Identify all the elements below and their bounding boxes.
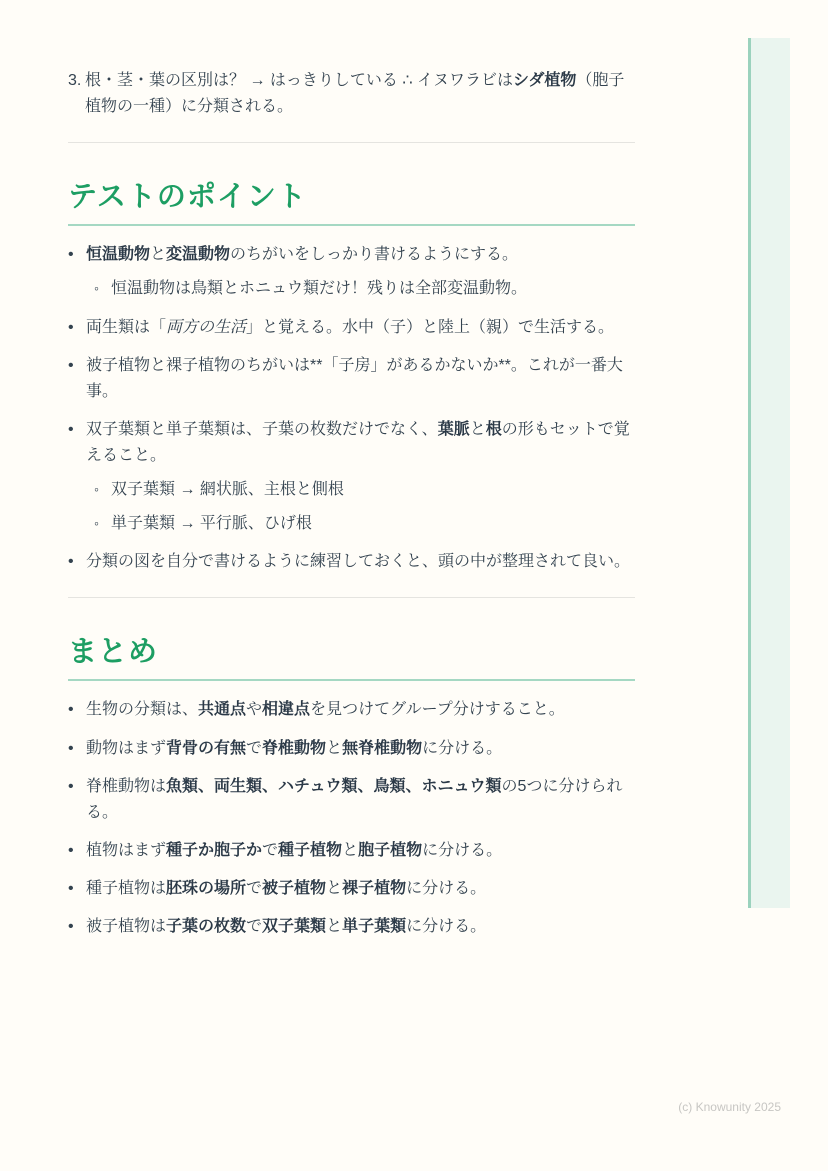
copyright-text: (c) Knowunity 2025 [678,1100,781,1114]
disc-bullet-icon: • [68,318,74,336]
disc-bullet-icon: • [68,420,74,438]
disc-bullet-icon: • [68,356,74,374]
list-item-text: 種子植物は胚珠の場所で被子植物と裸子植物に分ける。 [86,879,487,897]
divider [68,597,635,598]
list-item [68,511,635,537]
list-item-text: 双子葉類と単子葉類は、子葉の枚数だけでなく、葉脈と根の形もセットで覚えること。 [86,420,630,464]
document-content [68,0,635,940]
list-number: 3. [68,72,82,89]
disc-bullet-icon: • [68,879,74,897]
list-item-text: 両生類は「両方の生活」と覚える。水中（子）と陸上（親）で生活する。 [86,318,615,336]
bullet-list-test-points [68,242,635,575]
list-item [68,549,635,575]
list-item-text: 根・茎・葉の区別は？ → はっきりしている ∴ イヌワラビはシダ植物（胞子植物の一種）に分類される。 [85,72,625,116]
numbered-list [68,16,635,120]
list-item-text: 単子葉類 → 平行脈、ひげ根 [111,515,312,533]
list-item [68,774,635,826]
list-item [68,242,635,268]
circle-bullet-icon: ◦ [94,515,99,532]
list-item [68,876,635,902]
list-item [68,68,635,120]
bullet-list-summary [68,697,635,940]
disc-bullet-icon: • [68,701,74,719]
list-item [68,838,635,864]
circle-bullet-icon: ◦ [94,480,99,497]
list-item [68,914,635,940]
list-item-text: 恒温動物は鳥類とホニュウ類だけ！残りは全部変温動物。 [111,280,528,298]
list-item [68,417,635,469]
section-title-test-points: テストのポイント [68,179,635,226]
disc-bullet-icon: • [68,917,74,935]
divider [68,142,635,143]
list-item-text: 双子葉類 → 網状脈、主根と側根 [111,480,344,498]
disc-bullet-icon: • [68,777,74,795]
list-item [68,276,635,302]
list-item-text: 動物はまず背骨の有無で脊椎動物と無脊椎動物に分ける。 [86,739,503,757]
list-item-text: 恒温動物と変温動物のちがいをしっかり書けるようにする。 [86,246,519,264]
disc-bullet-icon: • [68,841,74,859]
list-item [68,353,635,405]
decorative-side-bar [748,38,790,908]
circle-bullet-icon: ◦ [94,280,99,297]
list-item [68,477,635,503]
list-item-text: 分類の図を自分で書けるように練習しておくと、頭の中が整理されて良い。 [86,553,631,571]
list-item [68,697,635,723]
list-item-text: 脊椎動物は魚類、両生類、ハチュウ類、鳥類、ホニュウ類の5つに分けられる。 [86,777,623,821]
list-item [68,315,635,341]
list-item [68,736,635,762]
list-item-text: 被子植物と裸子植物のちがいは**「子房」があるかないか**。これが一番大事。 [86,356,623,400]
list-item-text: 生物の分類は、共通点や相違点を見つけてグループ分けすること。 [86,701,565,719]
disc-bullet-icon: • [68,553,74,571]
list-item-text: 被子植物は子葉の枚数で双子葉類と単子葉類に分ける。 [86,917,487,935]
section-title-summary: まとめ [68,634,635,681]
disc-bullet-icon: • [68,739,74,757]
disc-bullet-icon: • [68,246,74,264]
list-item-text: 植物はまず種子か胞子かで種子植物と胞子植物に分ける。 [86,841,503,859]
